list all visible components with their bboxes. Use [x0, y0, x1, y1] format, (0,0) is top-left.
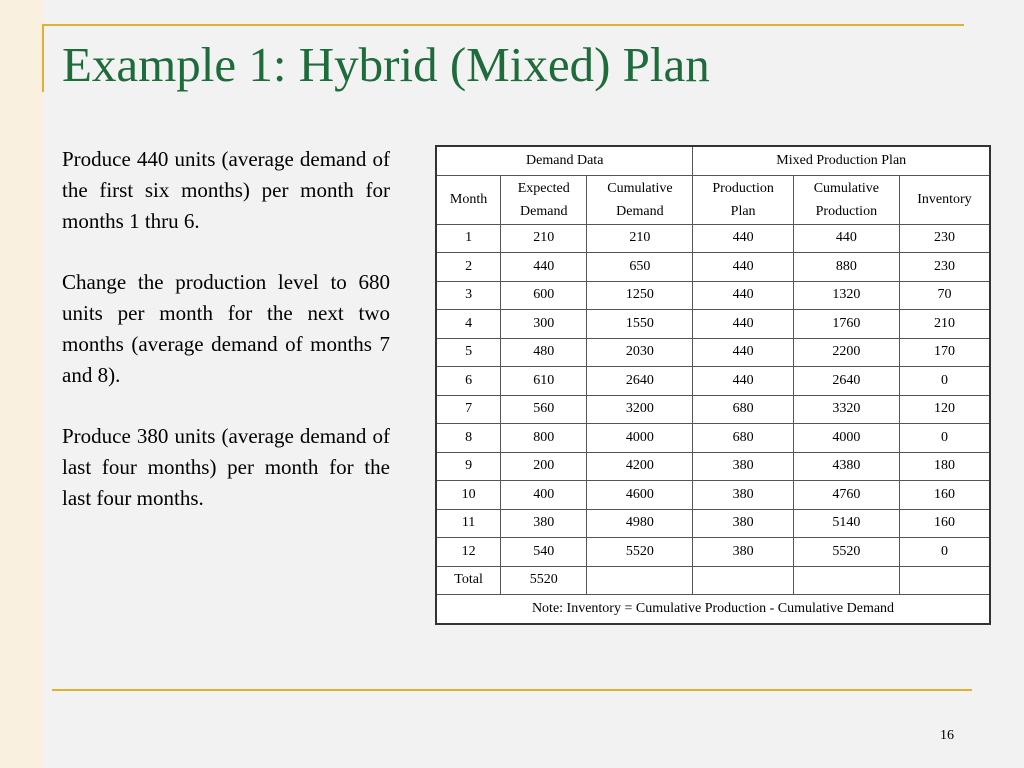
table-cell: 440: [693, 253, 793, 282]
table-cell: 1760: [793, 310, 899, 339]
table-cell: 440: [693, 338, 793, 367]
table-cell: 7: [436, 395, 501, 424]
paragraph: Produce 440 units (average demand of the first six months) per month for months 1 thru 6.: [62, 147, 390, 233]
table-row: [436, 395, 990, 424]
table-cell: 2640: [587, 367, 693, 396]
table-row: [436, 509, 990, 538]
table-cell: 4600: [587, 481, 693, 510]
table-cell: 680: [693, 395, 793, 424]
table-cell: 4760: [793, 481, 899, 510]
table-row: [436, 424, 990, 453]
table-cell: 4200: [587, 452, 693, 481]
left-divider: [42, 24, 44, 92]
table-cell: 4000: [793, 424, 899, 453]
table-cell: 4980: [587, 509, 693, 538]
table-cell: 0: [899, 538, 990, 567]
table-cell: 5: [436, 338, 501, 367]
table-cell: 8: [436, 424, 501, 453]
table-cell: 680: [693, 424, 793, 453]
table-row: [436, 253, 990, 282]
table-row: [436, 367, 990, 396]
table-cell: 160: [899, 509, 990, 538]
production-plan-table: [435, 145, 991, 625]
table-cell: 6: [436, 367, 501, 396]
table-cell: 380: [693, 538, 793, 567]
col-header-inventory: Inventory: [899, 175, 990, 224]
table-cell: 300: [501, 310, 587, 339]
column-header-row: [436, 175, 990, 224]
table-row: [436, 310, 990, 339]
paragraph: Change the production level to 680 units per month for the next two months (average demand of months 7 and 8).: [62, 270, 390, 387]
table-row: [436, 452, 990, 481]
note-row: [436, 595, 990, 624]
col-header-month: Month: [436, 175, 501, 224]
table-row: [436, 538, 990, 567]
table-cell: 800: [501, 424, 587, 453]
table-cell: 4380: [793, 452, 899, 481]
table-cell: 2640: [793, 367, 899, 396]
col-header-cumulative-production: Cumulative Production: [793, 175, 899, 224]
table-row: [436, 281, 990, 310]
table-cell: 2: [436, 253, 501, 282]
table-cell: 4: [436, 310, 501, 339]
table-cell: 560: [501, 395, 587, 424]
table-cell: 11: [436, 509, 501, 538]
table-cell: 210: [587, 224, 693, 253]
page-number: 16: [940, 728, 954, 743]
table-cell: 160: [899, 481, 990, 510]
slide-title: Example 1: Hybrid (Mixed) Plan: [62, 37, 710, 92]
table-cell: [587, 566, 693, 595]
table-cell: 380: [693, 481, 793, 510]
bottom-divider: [52, 689, 972, 691]
group-header-demand: Demand Data: [436, 146, 693, 175]
table-cell: 2030: [587, 338, 693, 367]
table-cell: [899, 566, 990, 595]
table-cell: 2200: [793, 338, 899, 367]
table-cell: 5140: [793, 509, 899, 538]
table-cell: 230: [899, 253, 990, 282]
group-header-row: [436, 146, 990, 175]
table-cell: 1250: [587, 281, 693, 310]
table-note: Note: Inventory = Cumulative Production - Cumulative Demand: [436, 595, 990, 624]
table-cell: 0: [899, 367, 990, 396]
table-cell: 440: [693, 310, 793, 339]
table-cell: 4000: [587, 424, 693, 453]
table-cell: 440: [693, 281, 793, 310]
table-cell: 70: [899, 281, 990, 310]
table-cell: 230: [899, 224, 990, 253]
table-cell: 610: [501, 367, 587, 396]
table-cell: 180: [899, 452, 990, 481]
table-cell: 1550: [587, 310, 693, 339]
table-cell: 200: [501, 452, 587, 481]
table-cell: [793, 566, 899, 595]
table-cell: 3: [436, 281, 501, 310]
col-header-production-plan: Production Plan: [693, 175, 793, 224]
top-divider: [42, 24, 964, 26]
table-cell: 1320: [793, 281, 899, 310]
table-cell: 10: [436, 481, 501, 510]
table-cell: 1: [436, 224, 501, 253]
table-cell: Total: [436, 566, 501, 595]
table-cell: 210: [501, 224, 587, 253]
table-cell: 0: [899, 424, 990, 453]
table-cell: 210: [899, 310, 990, 339]
table-cell: 120: [899, 395, 990, 424]
left-accent-band: [0, 0, 44, 768]
table-cell: 170: [899, 338, 990, 367]
table-body: [436, 224, 990, 566]
table-cell: 380: [693, 509, 793, 538]
table-row: [436, 481, 990, 510]
table-cell: 5520: [793, 538, 899, 567]
table-cell: 600: [501, 281, 587, 310]
table-cell: 5520: [501, 566, 587, 595]
col-header-cumulative-demand: Cumulative Demand: [587, 175, 693, 224]
table-cell: [693, 566, 793, 595]
table-cell: 540: [501, 538, 587, 567]
table-cell: 440: [693, 224, 793, 253]
table-cell: 880: [793, 253, 899, 282]
table-cell: 440: [501, 253, 587, 282]
table-cell: 12: [436, 538, 501, 567]
table-cell: 480: [501, 338, 587, 367]
table-row: [436, 224, 990, 253]
table-cell: 650: [587, 253, 693, 282]
total-row: [436, 566, 990, 595]
table-cell: 5520: [587, 538, 693, 567]
paragraph: Produce 380 units (average demand of last four months) per month for the last four months.: [62, 424, 390, 510]
table-cell: 3200: [587, 395, 693, 424]
table-row: [436, 338, 990, 367]
table-cell: 3320: [793, 395, 899, 424]
table-cell: 9: [436, 452, 501, 481]
table-cell: 380: [501, 509, 587, 538]
col-header-expected-demand: Expected Demand: [501, 175, 587, 224]
table-cell: 440: [793, 224, 899, 253]
table-cell: 440: [693, 367, 793, 396]
body-text: [62, 144, 390, 544]
group-header-plan: Mixed Production Plan: [693, 146, 990, 175]
table-cell: 380: [693, 452, 793, 481]
table-cell: 400: [501, 481, 587, 510]
